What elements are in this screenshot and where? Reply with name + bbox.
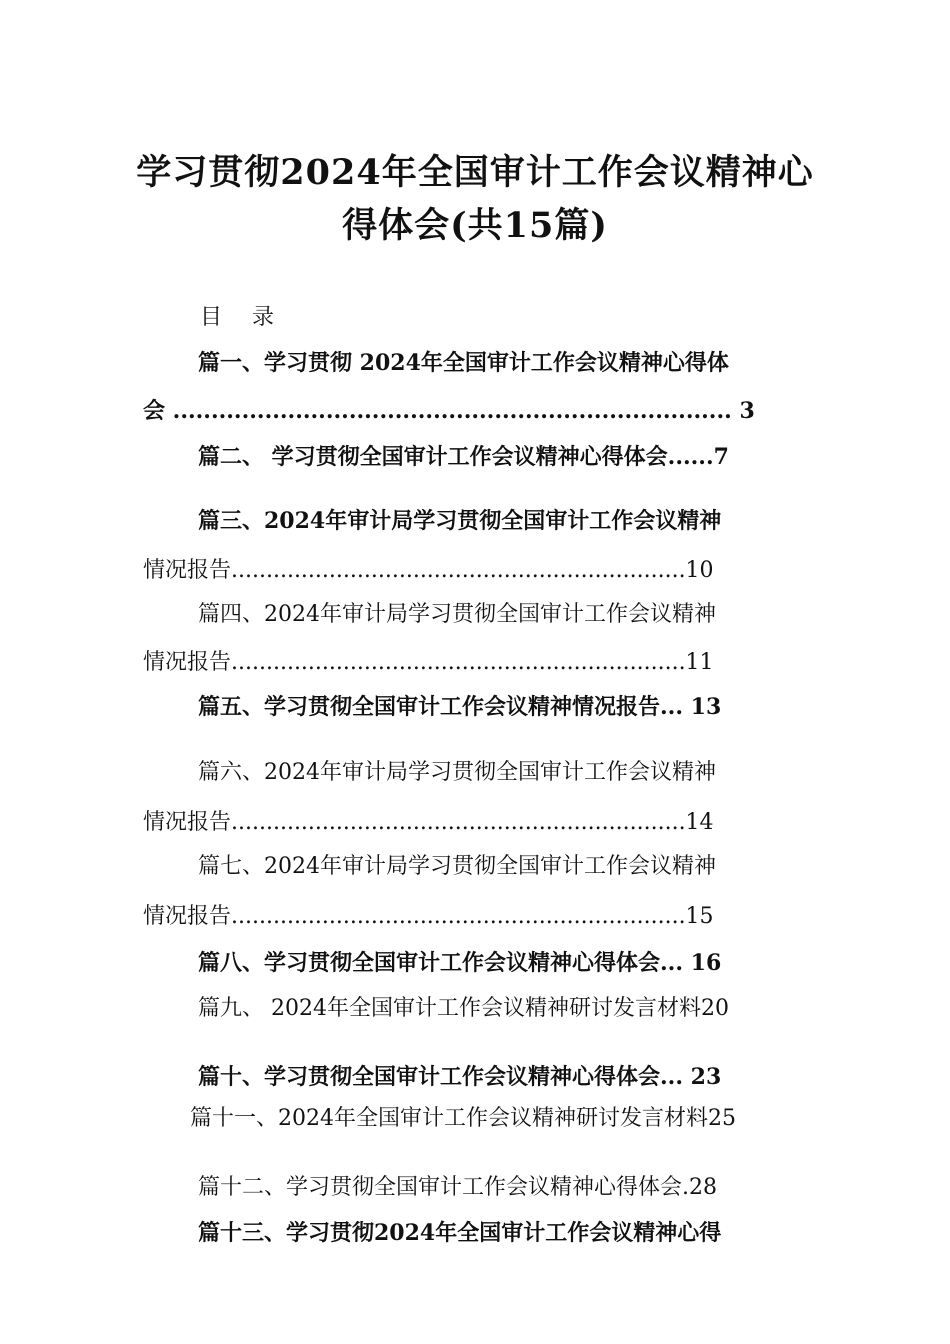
toc-entry-6-line-2[interactable]: 情况报告.................................................................14 <box>143 810 714 835</box>
toc-heading: 目 录 <box>200 305 279 330</box>
toc-entry-10[interactable]: 篇十、学习贯彻全国审计工作会议精神心得体会... 23 <box>198 1064 722 1090</box>
toc-entry-7-line-1[interactable]: 篇七、2024年审计局学习贯彻全国审计工作会议精神 <box>198 854 716 879</box>
toc-entry-12[interactable]: 篇十二、学习贯彻全国审计工作会议精神心得体会.28 <box>198 1175 717 1200</box>
toc-entry-3-line-2[interactable]: 情况报告.................................................................10 <box>143 558 714 583</box>
toc-entry-4-line-1[interactable]: 篇四、2024年审计局学习贯彻全国审计工作会议精神 <box>198 602 716 627</box>
toc-entry-1-line-1[interactable]: 篇一、学习贯彻 2024年全国审计工作会议精神心得体 <box>198 350 729 376</box>
document-title-line-1: 学习贯彻2024年全国审计工作会议精神心 <box>136 152 814 193</box>
toc-entry-7-line-2[interactable]: 情况报告.................................................................15 <box>143 904 714 929</box>
toc-entry-11[interactable]: 篇十一、2024年全国审计工作会议精神研讨发言材料25 <box>190 1106 736 1131</box>
toc-entry-2[interactable]: 篇二、 学习贯彻全国审计工作会议精神心得体会......7 <box>198 444 729 470</box>
toc-entry-5[interactable]: 篇五、学习贯彻全国审计工作会议精神情况报告... 13 <box>198 694 722 720</box>
toc-entry-13[interactable]: 篇十三、学习贯彻2024年全国审计工作会议精神心得 <box>198 1220 722 1246</box>
toc-entry-4-line-2[interactable]: 情况报告.................................................................11 <box>143 650 714 675</box>
toc-entry-9[interactable]: 篇九、 2024年全国审计工作会议精神研讨发言材料20 <box>198 996 729 1021</box>
toc-entry-6-line-1[interactable]: 篇六、2024年审计局学习贯彻全国审计工作会议精神 <box>198 760 716 785</box>
toc-entry-3-line-1[interactable]: 篇三、2024年审计局学习贯彻全国审计工作会议精神 <box>198 508 722 534</box>
toc-entry-1-line-2[interactable]: 会 ......................................................................... 3 <box>143 398 755 424</box>
document-title-line-2: 得体会(共15篇) <box>342 205 608 246</box>
toc-entry-8[interactable]: 篇八、学习贯彻全国审计工作会议精神心得体会... 16 <box>198 950 722 976</box>
